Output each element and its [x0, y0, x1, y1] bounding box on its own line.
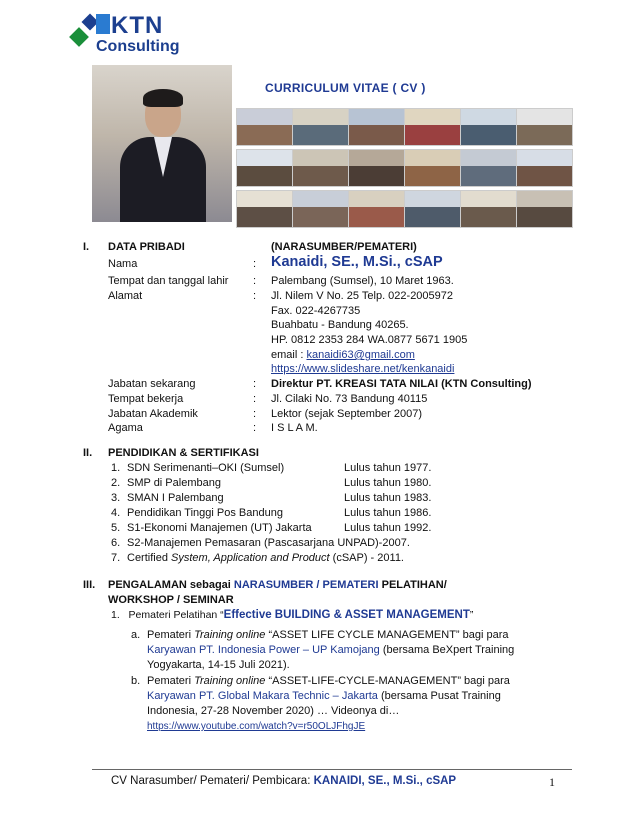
- field-value: Jl. Nilem V No. 25 Telp. 022-2005972: [271, 290, 454, 302]
- heading-highlight: NARASUMBER / PEMATERI: [233, 579, 379, 591]
- page-number: 1: [549, 775, 555, 789]
- line-italic: Training online: [194, 629, 266, 641]
- education-year: Lulus tahun 1977.: [344, 462, 432, 474]
- line-text: “ASSET-LIFE-CYCLE-MANAGEMENT” bagi para: [265, 675, 510, 687]
- field-label: Tempat bekerja: [108, 393, 184, 405]
- gallery-thumb: [348, 190, 405, 228]
- cert-pre: Certified: [127, 552, 172, 564]
- colon: :: [253, 258, 257, 270]
- education-name: SMP di Palembang: [127, 477, 221, 489]
- line-italic: Training online: [194, 675, 266, 687]
- training-photo-gallery: [236, 108, 572, 226]
- logo-mark: [69, 27, 89, 47]
- list-number: 6.: [111, 537, 121, 549]
- heading-part: PENGALAMAN sebagai: [108, 579, 234, 591]
- field-label: Nama: [108, 258, 138, 270]
- line-text: Pemateri: [147, 675, 195, 687]
- section-heading: PENDIDIKAN & SERTIFIKASI: [108, 447, 259, 459]
- gallery-thumb: [348, 149, 405, 187]
- email-row: [271, 348, 415, 362]
- item-pre: Pemateri Pelatihan “: [128, 609, 224, 621]
- section-heading: [108, 578, 447, 592]
- list-number: 5.: [111, 522, 121, 534]
- field-value: Direktur PT. KREASI TATA NILAI (KTN Consulting): [271, 378, 532, 390]
- list-number: 4.: [111, 507, 121, 519]
- gallery-thumb: [348, 108, 405, 146]
- field-label: Jabatan Akademik: [108, 408, 198, 420]
- field-value: Jl. Cilaki No. 73 Bandung 40115: [271, 393, 428, 405]
- logo-subtitle: Consulting: [96, 38, 180, 55]
- cert-post: (cSAP) - 2011.: [329, 552, 404, 564]
- field-value: Lektor (sejak September 2007): [271, 408, 423, 420]
- heading-part: PELATIHAN/: [378, 579, 447, 591]
- section-heading-line2: WORKSHOP / SEMINAR: [108, 594, 234, 606]
- footer-name: KANAIDI, SE., M.Si., cSAP: [313, 775, 457, 787]
- company-name: Karyawan PT. Indonesia Power – UP Kamojang: [147, 644, 380, 656]
- footer-divider: [92, 769, 572, 770]
- list-number: 1.: [111, 609, 120, 621]
- fax: Fax. 022-4267735: [271, 305, 361, 317]
- line-text: (bersama Pusat Training: [377, 690, 501, 702]
- colon: :: [253, 422, 257, 434]
- gallery-thumb: [404, 108, 461, 146]
- education-name: Pendidikan Tinggi Pos Bandung: [127, 507, 283, 519]
- gallery-thumb: [460, 149, 517, 187]
- gallery-thumb: [236, 108, 293, 146]
- ktn-logo: [70, 10, 185, 56]
- profile-photo: [92, 65, 232, 222]
- certification: [127, 551, 404, 565]
- logo-mark-part: [96, 14, 110, 34]
- colon: :: [253, 408, 257, 420]
- field-value: Palembang (Sumsel), 10 Maret 1963.: [271, 275, 454, 287]
- education-name: S2-Manajemen Pemasaran (Pascasarjana UNPAD)-2007.: [127, 537, 410, 549]
- sub-item-letter: a.: [131, 629, 141, 641]
- gallery-thumb: [404, 149, 461, 187]
- education-year: Lulus tahun 1986.: [344, 507, 432, 519]
- email-label: email :: [271, 349, 307, 361]
- education-year: Lulus tahun 1983.: [344, 492, 432, 504]
- footer-pre: CV Narasumber/ Pemateri/ Pembicara:: [111, 775, 314, 787]
- field-label: Agama: [108, 422, 143, 434]
- logo-brand: KTN: [111, 12, 164, 39]
- colon: :: [253, 275, 257, 287]
- youtube-link[interactable]: https://www.youtube.com/watch?v=r50OLJFhgJE: [147, 721, 366, 732]
- section-number: III.: [83, 579, 96, 591]
- phone: HP. 0812 2353 284 WA.0877 5671 1905: [271, 334, 468, 346]
- line-text: Indonesia, 27-28 November 2020) … Videonya di…: [147, 705, 400, 717]
- list-number: 2.: [111, 477, 121, 489]
- line-text: Yogyakarta, 14-15 Juli 2021).: [147, 659, 290, 671]
- field-label: Jabatan sekarang: [108, 378, 196, 390]
- education-name: S1-Ekonomi Manajemen (UT) Jakarta: [127, 522, 312, 534]
- list-number: 1.: [111, 462, 121, 474]
- section-subheading: (NARASUMBER/PEMATERI): [271, 241, 417, 253]
- education-year: Lulus tahun 1992.: [344, 522, 432, 534]
- field-label: Alamat: [108, 290, 143, 302]
- gallery-thumb: [236, 149, 293, 187]
- gallery-thumb: [404, 190, 461, 228]
- colon: :: [253, 378, 257, 390]
- sub-item-a: [147, 628, 561, 673]
- gallery-thumb: [516, 108, 573, 146]
- education-name: SMAN I Palembang: [127, 492, 224, 504]
- colon: :: [253, 290, 257, 302]
- experience-item: [111, 609, 473, 621]
- name-value: Kanaidi, SE., M.Si., cSAP: [271, 254, 443, 270]
- slideshare-link[interactable]: https://www.slideshare.net/kenkanaidi: [271, 363, 455, 375]
- gallery-thumb: [516, 149, 573, 187]
- section-number: I.: [83, 241, 90, 253]
- education-year: Lulus tahun 1980.: [344, 477, 432, 489]
- gallery-thumb: [292, 108, 349, 146]
- city: Buahbatu - Bandung 40265.: [271, 319, 409, 331]
- sub-item-letter: b.: [131, 675, 141, 687]
- list-number: 7.: [111, 552, 121, 564]
- field-value: I S L A M.: [271, 422, 318, 434]
- education-name: SDN Serimenanti–OKI (Sumsel): [127, 462, 285, 474]
- section-number: II.: [83, 447, 93, 459]
- gallery-thumb: [460, 190, 517, 228]
- email-link[interactable]: kanaidi63@gmail.com: [306, 349, 415, 361]
- line-text: Pemateri: [147, 629, 195, 641]
- cv-title: CURRICULUM VITAE ( CV ): [265, 81, 426, 95]
- company-name: Karyawan PT. Global Makara Technic – Jakarta: [147, 690, 378, 702]
- line-text: (bersama BeXpert Training: [379, 644, 515, 656]
- section-heading: DATA PRIBADI: [108, 241, 185, 253]
- footer-text: [111, 775, 456, 787]
- sub-item-b: [147, 674, 561, 734]
- colon: :: [253, 393, 257, 405]
- gallery-thumb: [460, 108, 517, 146]
- cert-italic: System, Application and Product: [171, 552, 330, 564]
- gallery-thumb: [516, 190, 573, 228]
- line-text: “ASSET LIFE CYCLE MANAGEMENT” bagi para: [265, 629, 509, 641]
- field-label: Tempat dan tanggal lahir: [108, 275, 229, 287]
- gallery-thumb: [292, 149, 349, 187]
- training-title: Effective BUILDING & ASSET MANAGEMENT: [223, 609, 470, 621]
- gallery-thumb: [236, 190, 293, 228]
- list-number: 3.: [111, 492, 121, 504]
- gallery-thumb: [292, 190, 349, 228]
- item-post: ”: [469, 609, 474, 621]
